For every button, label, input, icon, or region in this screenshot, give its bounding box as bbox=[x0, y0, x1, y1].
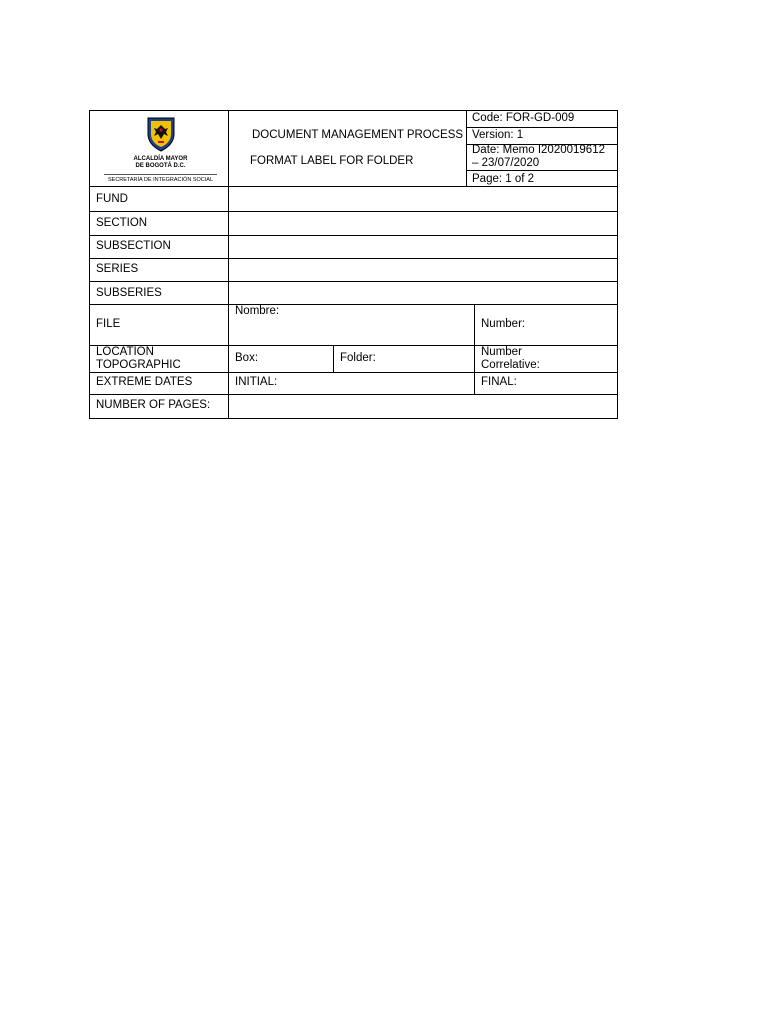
document-version: Version: 1 bbox=[472, 129, 524, 141]
label-number-of-pages: NUMBER OF PAGES: bbox=[96, 399, 211, 411]
logo-department: SECRETARÍA DE INTEGRACIÓN SOCIAL bbox=[107, 177, 214, 183]
rule-subseries bbox=[89, 304, 618, 305]
process-title: DOCUMENT MANAGEMENT PROCESS bbox=[252, 129, 464, 141]
field-folder: Folder: bbox=[340, 352, 376, 364]
rule-subsection bbox=[89, 258, 618, 259]
label-file: FILE bbox=[96, 318, 121, 330]
format-title: FORMAT LABEL FOR FOLDER bbox=[250, 155, 414, 167]
bogota-coat-of-arms-icon bbox=[146, 116, 176, 152]
document-code: Code: FOR-GD-009 bbox=[472, 112, 575, 124]
field-initial: INITIAL: bbox=[235, 376, 278, 388]
rule-section bbox=[89, 235, 618, 236]
label-location-line2: TOPOGRAPHIC bbox=[96, 359, 181, 371]
document-date-line1: Date: Memo I2020019612 bbox=[472, 144, 605, 156]
logo-line1: ALCALDÍA MAYOR bbox=[133, 156, 188, 162]
field-number-correlative-line2: Correlative: bbox=[481, 359, 540, 371]
rule-series bbox=[89, 281, 618, 282]
label-extreme-dates: EXTREME DATES bbox=[96, 376, 193, 388]
label-subsection: SUBSECTION bbox=[96, 240, 171, 252]
rule-file bbox=[89, 345, 618, 346]
field-number-correlative-line1: Number bbox=[481, 346, 522, 358]
label-subseries: SUBSERIES bbox=[96, 287, 162, 299]
rule-box-folder bbox=[333, 345, 334, 373]
field-number: Number: bbox=[481, 318, 526, 330]
field-box: Box: bbox=[235, 352, 259, 364]
bogota-logo bbox=[104, 116, 217, 186]
label-location-line1: LOCATION bbox=[96, 346, 154, 358]
label-fund: FUND bbox=[96, 193, 128, 205]
rule-fund bbox=[89, 211, 618, 212]
rule-location bbox=[89, 372, 618, 373]
document-date-line2: – 23/07/2020 bbox=[472, 157, 540, 169]
rule-header-info-column bbox=[466, 110, 467, 187]
rule-number-column bbox=[474, 304, 475, 395]
rule-extreme-dates bbox=[89, 394, 618, 395]
logo-divider bbox=[104, 174, 217, 175]
rule-header-date bbox=[466, 170, 617, 171]
logo-line2: DE BOGOTÁ D.C. bbox=[135, 163, 186, 169]
document-page: Page: 1 of 2 bbox=[472, 173, 535, 185]
rule-header-bottom bbox=[89, 186, 618, 187]
rule-header-code bbox=[466, 127, 617, 128]
rule-label-column bbox=[228, 110, 229, 419]
field-final: FINAL: bbox=[481, 376, 517, 388]
field-nombre: Nombre: bbox=[235, 305, 280, 317]
label-section: SECTION bbox=[96, 217, 148, 229]
label-series: SERIES bbox=[96, 263, 139, 275]
